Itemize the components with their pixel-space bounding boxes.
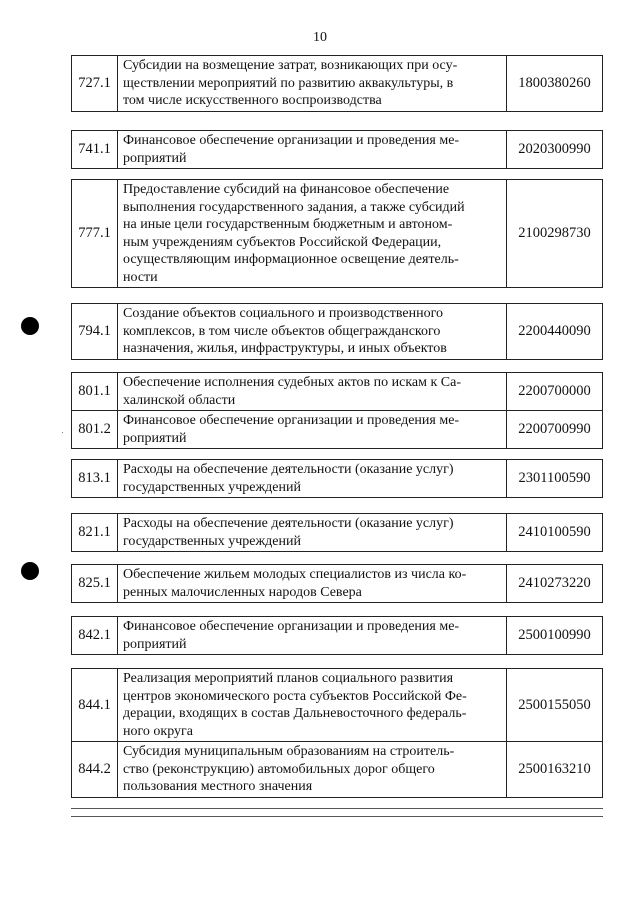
kbk-cell: 2200700000: [518, 383, 591, 399]
description-cell: Субсидия муниципальным образованиям на строитель- ство (реконструкцию) автомобильных дорог общего пользования местного значения: [117, 742, 507, 797]
kbk-cell: 2100298730: [518, 225, 591, 241]
description-cell: Финансовое обеспечение организации и проведения ме- роприятий: [117, 411, 507, 448]
code-cell: 813.1: [78, 470, 111, 486]
code-cell: 794.1: [78, 322, 111, 339]
table-row: [72, 410, 602, 448]
description-cell: Обеспечение жильем молодых специалистов из числа ко- ренных малочисленных народов Севера: [117, 565, 507, 602]
code-cell: 801.1: [78, 383, 111, 399]
punch-hole-mark: [21, 562, 39, 580]
description-cell: Финансовое обеспечение организации и проведения ме- роприятий: [117, 617, 507, 654]
bottom-rule: [71, 816, 603, 817]
scan-speck: [62, 432, 63, 433]
budget-table: [71, 668, 603, 798]
description-cell: Субсидии на возмещение затрат, возникающих при осу- ществлении мероприятий по развитию аквакультуры, в том числе искусственного воспроизводства: [117, 56, 507, 111]
kbk-cell: 2500155050: [518, 696, 591, 713]
kbk-cell: 1800380260: [518, 74, 591, 91]
code-cell: 801.2: [78, 421, 111, 437]
budget-table: [71, 564, 603, 603]
budget-table: [71, 372, 603, 449]
page-number: 10: [313, 30, 327, 45]
table-row: [72, 565, 602, 602]
table-row: [72, 56, 602, 111]
table-row: [72, 514, 602, 551]
kbk-cell: 2500100990: [518, 627, 591, 643]
table-row: [72, 180, 602, 287]
description-cell: Обеспечение исполнения судебных актов по искам к Са- халинской области: [117, 373, 507, 410]
budget-table: [71, 179, 603, 288]
code-cell: 741.1: [78, 141, 111, 157]
code-cell: 777.1: [78, 225, 111, 241]
code-cell: 821.1: [78, 524, 111, 540]
punch-hole-mark: [21, 317, 39, 335]
kbk-cell: 2301100590: [518, 470, 591, 486]
code-cell: 842.1: [78, 627, 111, 643]
kbk-cell: 2200700990: [518, 421, 591, 437]
description-cell: Предоставление субсидий на финансовое обеспечение выполнения государственного задания, а также субсидий на иные цели государственным бюджетным и автоном- ным учреждениям субъектов Российской Федерации, осуществляющим информационное освещение деятель- ности: [117, 180, 507, 287]
table-row: [72, 373, 602, 410]
description-cell: Расходы на обеспечение деятельности (оказание услуг) государственных учреждений: [117, 514, 507, 551]
code-cell: 825.1: [78, 575, 111, 591]
budget-table: [71, 55, 603, 112]
table-row: [72, 460, 602, 497]
kbk-cell: 2410100590: [518, 524, 591, 540]
table-row: [72, 617, 602, 654]
kbk-cell: 2410273220: [518, 575, 591, 591]
budget-table: [71, 459, 603, 498]
code-cell: 844.1: [78, 696, 111, 713]
table-row: [72, 304, 602, 359]
code-cell: 844.2: [78, 760, 111, 777]
kbk-cell: 2020300990: [518, 141, 591, 157]
kbk-cell: 2200440090: [518, 322, 591, 339]
budget-table: [71, 616, 603, 655]
description-cell: Реализация мероприятий планов социального развития центров экономического роста субъектов Российской Фе- дерации, входящих в состав Дальневосточного федераль- ного округа: [117, 669, 507, 741]
description-cell: Создание объектов социального и производственного комплексов, в том числе объектов общегражданского назначения, жилья, инфраструктуры, и иных объектов: [117, 304, 507, 359]
code-cell: 727.1: [78, 74, 111, 91]
description-cell: Финансовое обеспечение организации и проведения ме- роприятий: [117, 131, 507, 168]
budget-table: [71, 303, 603, 360]
table-row: [72, 669, 602, 741]
table-row: [72, 131, 602, 168]
kbk-cell: 2500163210: [518, 760, 591, 777]
bottom-rule: [71, 808, 603, 809]
budget-table: [71, 513, 603, 552]
table-row: [72, 741, 602, 797]
budget-table: [71, 130, 603, 169]
description-cell: Расходы на обеспечение деятельности (оказание услуг) государственных учреждений: [117, 460, 507, 497]
